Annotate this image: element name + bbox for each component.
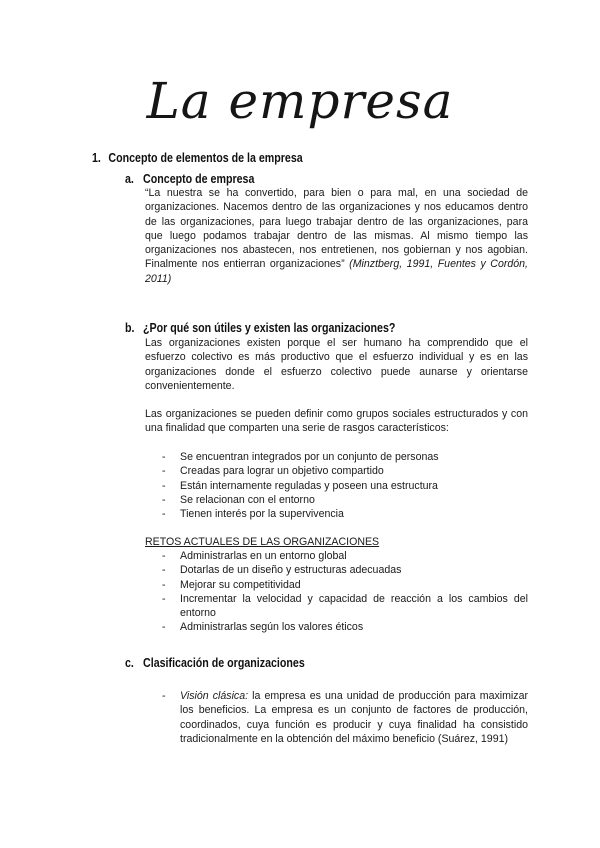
- bullet-dash: -: [162, 479, 166, 492]
- bullet-dash: -: [162, 493, 166, 506]
- section-heading-1: [92, 150, 303, 165]
- list-item: - Incrementar la velocidad y capacidad de reacción a los cambios del entorno: [162, 592, 528, 620]
- citation: (Minztberg, 1991, Fuentes y Cordón, 2011): [145, 258, 528, 285]
- list-item: - Creadas para lograr un objetivo compartido: [162, 465, 384, 478]
- bullet-dash: -: [162, 578, 166, 591]
- page-title: La empresa: [146, 72, 454, 130]
- bullet-dash: -: [162, 690, 166, 702]
- paragraph-why-organizations: Las organizaciones existen porque el ser humano ha comprendido que el esfuerzo colectivo es más productivo que el esfuerzo individual y es en las organizaciones donde el esfuerzo colectivo puede aunarse y orientarse convenientemente.: [145, 337, 528, 392]
- bullet-dash: -: [162, 451, 166, 463]
- subsection-letter: c.: [125, 655, 134, 670]
- list-item: - Dotarlas de un diseño y estructuras adecuadas: [162, 564, 402, 577]
- subsection-heading-text: Concepto de empresa: [143, 171, 255, 186]
- challenges-list: [162, 549, 528, 635]
- subsection-letter: b.: [125, 320, 135, 335]
- bullet-dash: -: [162, 592, 166, 605]
- subsection-heading-text: ¿Por qué son útiles y existen las organizaciones?: [143, 320, 396, 335]
- quote-paragraph: [145, 186, 528, 286]
- list-item: - Tienen interés por la supervivencia: [162, 508, 344, 521]
- bullet-dash: -: [162, 550, 166, 562]
- classic-vision-label: Visión clásica:: [180, 690, 249, 702]
- subsection-heading-b: [125, 320, 395, 335]
- bullet-dash: -: [162, 564, 166, 577]
- quote-text: “La nuestra se ha convertido, para bien o para mal, en una sociedad de organizaciones. Nacemos dentro de las organizaciones y nos educamos dentro de las organizaciones, para luego trabajar dentro de las organizaciones, para que luego podamos trabajar dentro de las mismas. Al mismo tiempo las organizaciones nos abastecen, nos entretienen, nos gobiernan y nos agobian. Finalmente nos entierran organizaciones”: [145, 187, 528, 271]
- bullet-dash: -: [162, 508, 166, 521]
- list-item: - Están internamente reguladas y poseen una estructura: [162, 479, 438, 492]
- section-heading-text: Concepto de elementos de la empresa: [108, 150, 303, 165]
- bullet-dash: -: [162, 621, 166, 634]
- challenges-heading: RETOS ACTUALES DE LAS ORGANIZACIONES: [145, 536, 380, 548]
- list-item: - Se relacionan con el entorno: [162, 493, 315, 506]
- traits-list: [162, 450, 528, 521]
- bullet-dash: -: [162, 465, 166, 478]
- subsection-letter: a.: [125, 171, 134, 186]
- classic-vision-text: Visión clásica: la empresa es una unidad de producción para maximizar los beneficios. La empresa es un conjunto de factores de producción, coordinados, cuya función es producir y cuya finalidad ha consistido tradicionalmente en la obtención del máximo beneficio (Suárez, 1991): [180, 690, 529, 745]
- list-item: - Mejorar su competitividad: [162, 578, 301, 591]
- list-item: - Se encuentran integrados por un conjunto de personas: [162, 451, 439, 463]
- section-number: 1.: [92, 150, 101, 165]
- subsection-heading-a: [125, 171, 254, 186]
- subsection-heading-text: Clasificación de organizaciones: [143, 655, 305, 670]
- list-item: - Administrarlas en un entorno global: [162, 550, 347, 562]
- list-item: - Administrarlas según los valores éticos: [162, 621, 364, 634]
- paragraph-definition: Las organizaciones se pueden definir como grupos sociales estructurados y con una finalidad que comparten una serie de rasgos característicos:: [145, 408, 528, 435]
- classic-vision-item: [162, 689, 528, 746]
- subsection-heading-c: [125, 655, 305, 670]
